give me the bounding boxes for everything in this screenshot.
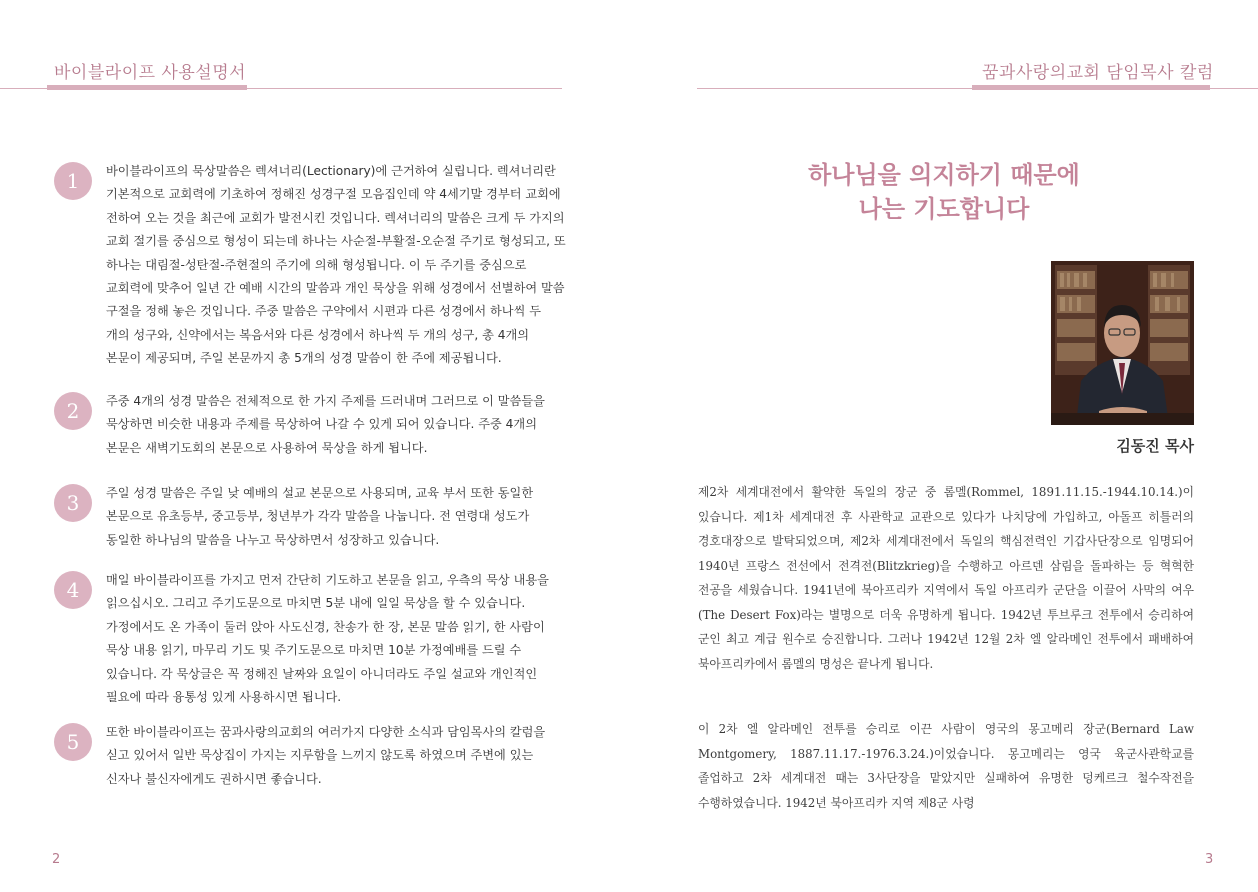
number-badge: 3: [54, 484, 92, 522]
author-name: 김동진 목사: [1116, 437, 1194, 455]
page-number: 2: [52, 852, 61, 867]
number-badge: 5: [54, 723, 92, 761]
right-header-title: 꿈과사랑의교회 담임목사 칼럼: [982, 63, 1214, 83]
number-badge: 2: [54, 392, 92, 430]
right-page: [629, 0, 1258, 892]
number-badge: 4: [54, 571, 92, 609]
column-paragraph: 제2차 세계대전에서 활약한 독일의 장군 중 롬멜(Rommel, 1891.11.15.-1944.10.14.)이 있습니다. 제1차 세계대전 후 사관학교 교관으로 있다가 나치당에 가입하고, 아돌프 히틀러의 경호대장으로 발탁되었으며, 제2차 세계대전에서 독일의 핵심전력인 기갑사단장으로 임명되어 1940년 프랑스 전선에서 전격전(Blitzkrieg)을 수행하고 아르덴 삼림을 돌파하는 등 혁혁한 전공을 세웠습니다. 1941년에 북아프리카 지역에서 독일 아프리카 군단을 이끌어 사막의 여우(The Desert Fox)라는 별명으로 더욱 유명하게 됩니다. 1942년 투브루크 전투에서 승리하여 군인 최고 계급 원수로 승진합니다. 그러나 1942년 12월 2차 엘 알라메인 전투에서 패배하여 북아프리카에서 롬멜의 명성은 끝나게 됩니다.: [698, 485, 1194, 671]
list-item-text: 매일 바이블라이프를 가지고 먼저 간단히 기도하고 본문을 읽고, 우측의 묵상 내용을 읽으십시오. 그리고 주기도문으로 마치면 5분 내에 일일 묵상을 할 수 있습니다. 가정에서도 온 가족이 둘러 앉아 사도신경, 찬송가 한 장, 본문 말씀 읽기, 한 사람이 묵상 내용 읽기, 마무리 기도 및 주기도문으로 마치면 10분 가정예배를 드릴 수 있습니다. 각 묵상글은 꼭 정해진 날짜와 요일이 아니더라도 주일 설교와 개인적인 필요에 따라 융통성 있게 사용하시면 됩니다.: [106, 573, 549, 705]
column-title-line-2: 나는 기도합니다: [858, 195, 1030, 223]
list-item-text: 주중 4개의 성경 말씀은 전체적으로 한 가지 주제를 드러내며 그러므로 이 말씀들을 묵상하면 비슷한 내용과 주제를 묵상하여 나갈 수 있게 되어 있습니다. 주중 4개의 본문은 새벽기도회의 본문으로 사용하여 묵상을 하게 됩니다.: [106, 394, 545, 455]
left-header-title: 바이블라이프 사용설명서: [54, 63, 247, 83]
author-photo: [1051, 261, 1194, 425]
number-badge: 1: [54, 162, 92, 200]
column-title: [709, 158, 1179, 226]
right-header-accent: [972, 85, 1210, 90]
column-title-line-1: 하나님을 의지하기 때문에: [808, 161, 1080, 189]
list-item-text: 주일 성경 말씀은 주일 낮 예배의 설교 본문으로 사용되며, 교육 부서 또한 동일한 본문으로 유초등부, 중고등부, 청년부가 각각 말씀을 나눕니다. 전 연령대 성도가 동일한 하나님의 말씀을 나누고 묵상하면서 성장하고 있습니다.: [106, 486, 534, 547]
list-item-text: 또한 바이블라이프는 꿈과사랑의교회의 여러가지 다양한 소식과 담임목사의 칼럼을 싣고 있어서 일반 묵상집이 가지는 지루함을 느끼지 않도록 하였으며 주변에 있는 신자나 불신자에게도 권하시면 좋습니다.: [106, 725, 546, 786]
page-number: 3: [1205, 852, 1214, 867]
left-header-accent: [47, 85, 247, 90]
list-item-text: 바이블라이프의 묵상말씀은 렉셔너리(Lectionary)에 근거하여 실립니다. 렉셔너리란 기본적으로 교회력에 기초하여 정해진 성경구절 모음집인데 약 4세기말 경부터 교회에 전하여 오는 것을 최근에 교회가 발전시킨 것입니다. 렉셔너리의 말씀은 크게 두 가지의 교회 절기를 중심으로 형성이 되는데 하나는 사순절-부활절-오순절 주기로 형성되고, 또 하나는 대림절-성탄절-주현절의 주기에 의해 형성됩니다. 이 두 주기를 중심으로 교회력에 맞추어 일년 간 예배 시간의 말씀과 개인 묵상을 위해 성경에서 선별하여 말씀 구절을 정해 놓은 것입니다. 주중 말씀은 구약에서 시편과 다른 성경에서 하나씩 두 개의 성구와, 신약에서는 복음서와 다른 성경에서 하나씩 두 개의 성구, 총 4개의 본문이 제공되며, 주일 본문까지 총 5개의 성경 말씀이 한 주에 제공됩니다.: [106, 164, 566, 366]
column-paragraph: 이 2차 엘 알라메인 전투를 승리로 이끈 사람이 영국의 몽고메리 장군(Bernard Law Montgomery, 1887.11.17.-1976.3.24.)이었습니다. 몽고메리는 영국 육군사관학교를 졸업하고 2차 세계대전 때는 3사단장을 맡았지만 실패하여 유명한 덩케르크 철수작전을 수행하였습니다. 1942년 북아프리카 지역 제8군 사령: [698, 722, 1194, 810]
